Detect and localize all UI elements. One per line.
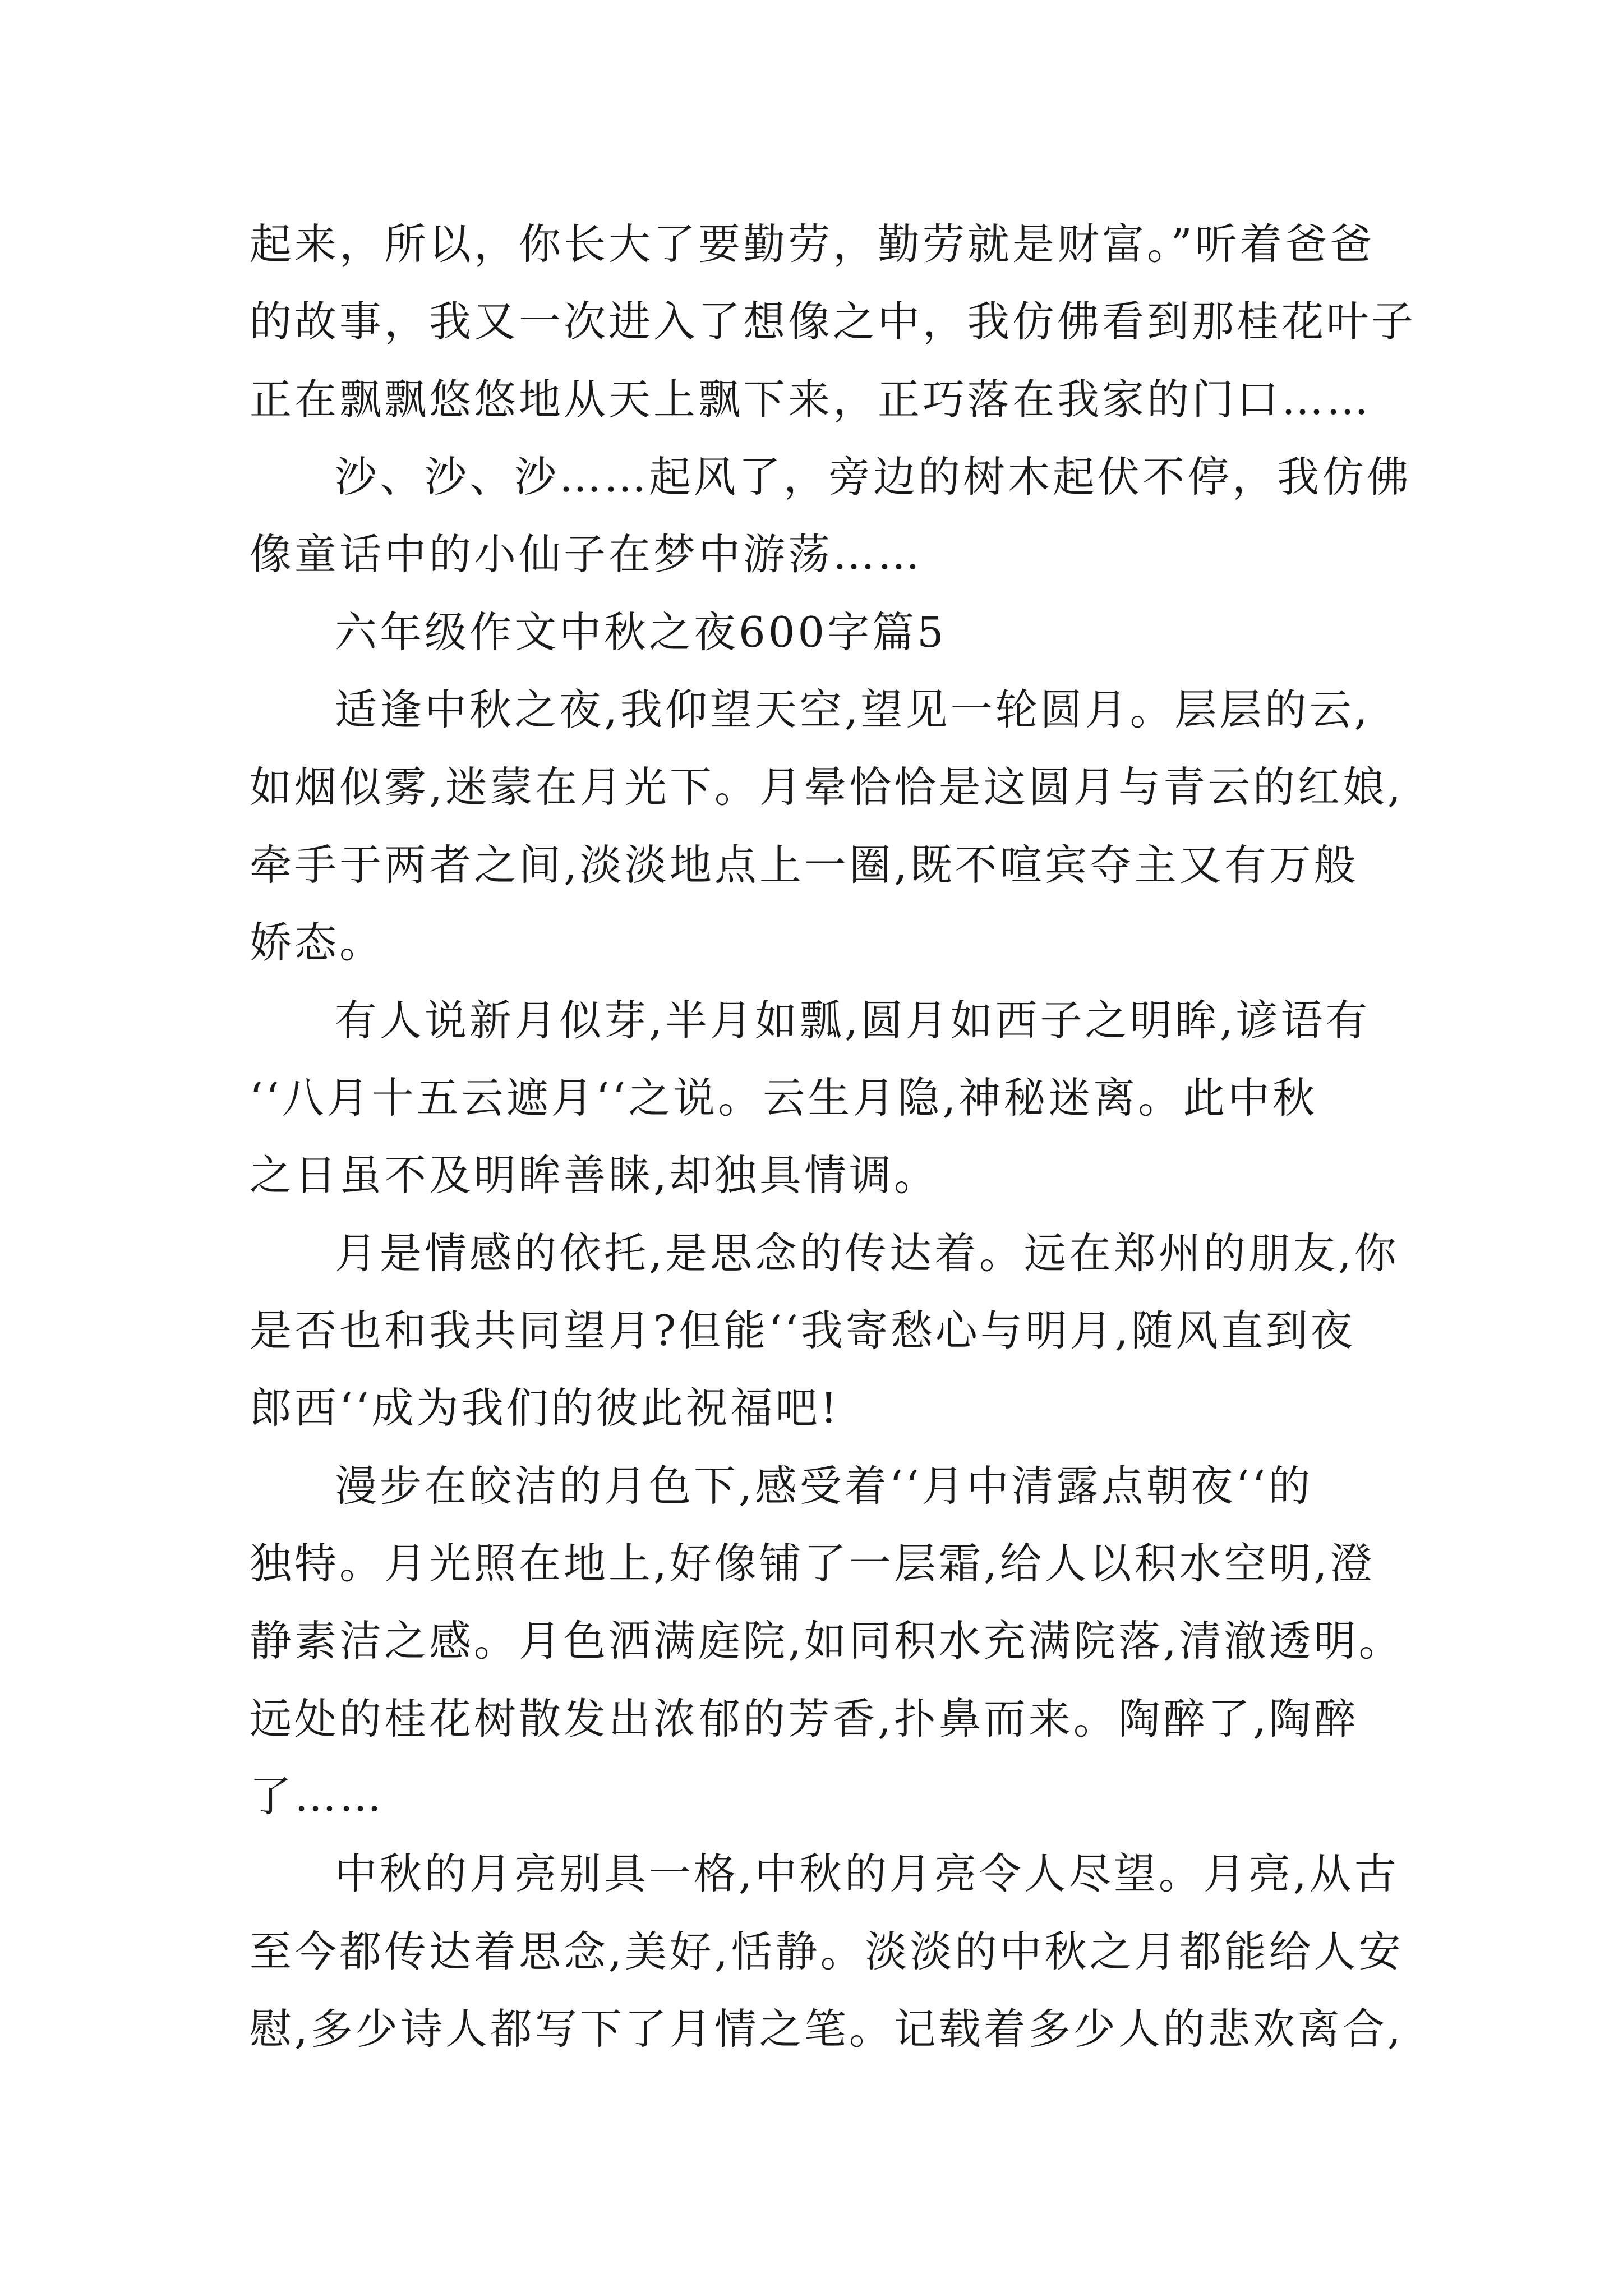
text-line-5: 像童话中的小仙子在梦中游荡……: [250, 530, 923, 579]
text-line-24: 慰,多少诗人都写下了月情之笔。记载着多少人的悲欢离合,: [250, 2004, 1404, 2054]
text-line-23: 至今都传达着思念,美好,恬静。淡淡的中秋之月都能给人安: [250, 1927, 1404, 1976]
text-line-3: 正在飘飘悠悠地从天上飘下来，正巧落在我家的门口……: [250, 375, 1372, 424]
text-line-15: 是否也和我共同望月?但能‘‘我寄愁心与明月,随风直到夜: [250, 1306, 1355, 1355]
text-line-19: 静素洁之感。月色洒满庭院,如同积水充满院落,清澈透明。: [250, 1616, 1404, 1665]
text-line-7: 适逢中秋之夜,我仰望天空,望见一轮圆月。层层的云,: [335, 685, 1371, 734]
text-line-12: ‘‘八月十五云遮月‘‘之说。云生月隐,神秘迷离。此中秋: [250, 1073, 1318, 1122]
text-line-9: 牵手于两者之间,淡淡地点上一圈,既不喧宾夺主又有万般: [250, 840, 1359, 890]
text-line-14: 月是情感的依托,是思念的传达着。远在郑州的朋友,你: [335, 1228, 1399, 1278]
text-line-13: 之日虽不及明眸善睐,却独具情调。: [250, 1151, 939, 1200]
text-line-11: 有人说新月似芽,半月如瓢,圆月如西子之明眸,谚语有: [335, 996, 1371, 1045]
text-line-1: 起来，所以，你长大了要勤劳，勤劳就是财富。”听着爸爸: [250, 219, 1375, 269]
text-line-8: 如烟似雾,迷蒙在月光下。月晕恰恰是这圆月与青云的红娘,: [250, 762, 1404, 812]
text-line-21: 了……: [250, 1772, 385, 1821]
text-line-18: 独特。月光照在地上,好像铺了一层霜,给人以积水空明,澄: [250, 1539, 1375, 1588]
text-line-10: 娇态。: [250, 918, 385, 967]
text-line-22: 中秋的月亮别具一格,中秋的月亮令人尽望。月亮,从古: [335, 1849, 1399, 1898]
text-line-16: 郎西‘‘成为我们的彼此祝福吧!: [250, 1383, 840, 1433]
text-line-4: 沙、沙、沙……起风了，旁边的树木起伏不停，我仿佛: [335, 452, 1412, 501]
text-line-17: 漫步在皎洁的月色下,感受着‘‘月中清露点朝夜‘‘的: [335, 1461, 1313, 1511]
text-line-20: 远处的桂花树散发出浓郁的芳香,扑鼻而来。陶醉了,陶醉: [250, 1694, 1359, 1743]
section-heading: 六年级作文中秋之夜600字篇5: [335, 608, 947, 657]
text-line-2: 的故事，我又一次进入了想像之中，我仿佛看到那桂花叶子: [250, 297, 1417, 346]
